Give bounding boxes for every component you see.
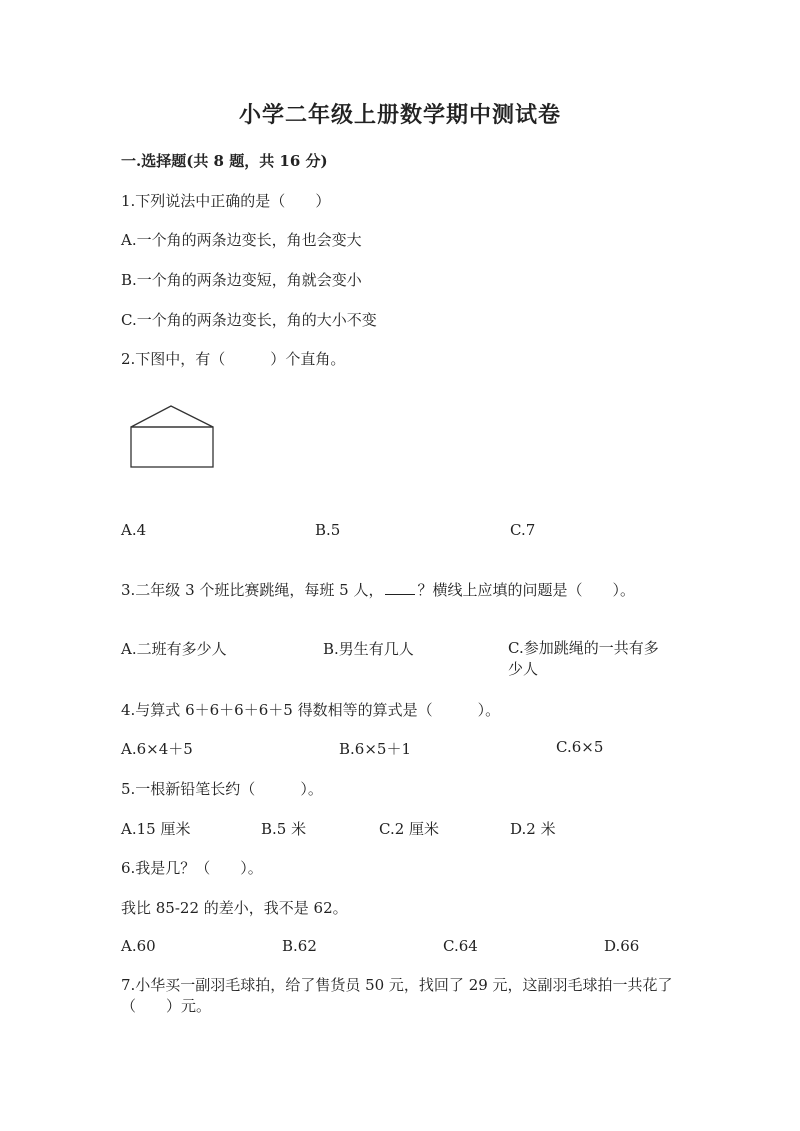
q2-option-a: A.4 bbox=[121, 521, 147, 539]
question-3 bbox=[121, 579, 635, 600]
question-7: 7.小华买一副羽毛球拍，给了售货员 50 元，找回了 29 元，这副羽毛球拍一共花了（ ）元。 bbox=[121, 976, 673, 1015]
section-heading: 一.选择题(共 8 题，共 16 分) bbox=[121, 152, 328, 170]
q5-option-d: D.2 米 bbox=[510, 820, 556, 838]
q2-option-c: C.7 bbox=[510, 521, 536, 539]
question-1: 1.下列说法中正确的是（ ） bbox=[121, 192, 331, 210]
question-6: 6.我是几？（ ）。 bbox=[121, 859, 263, 877]
question-4: 4.与算式 6＋6＋6＋6＋5 得数相等的算式是（ ）。 bbox=[121, 701, 501, 719]
q6-clue: 我比 85-22 的差小，我不是 62。 bbox=[121, 899, 348, 917]
q1-option-a: A.一个角的两条边变长，角也会变大 bbox=[121, 231, 362, 249]
q4-option-a: A.6×4＋5 bbox=[121, 740, 193, 758]
q3-stem-end: ？横线上应填的问题是（ ）。 bbox=[417, 581, 635, 599]
q3-option-c: C.参加跳绳的一共有多少人 bbox=[508, 639, 659, 678]
q1-option-b: B.一个角的两条边变短，角就会变小 bbox=[121, 271, 362, 289]
q1-option-c: C.一个角的两条边变长，角的大小不变 bbox=[121, 311, 377, 329]
triangle-roof bbox=[131, 406, 213, 427]
house-shape-figure bbox=[125, 400, 220, 472]
q5-option-c: C.2 厘米 bbox=[379, 820, 440, 838]
q3-option-b: B.男生有几人 bbox=[323, 640, 414, 658]
fill-in-blank bbox=[385, 594, 415, 595]
q4-option-b: B.6×5＋1 bbox=[339, 740, 411, 758]
q6-option-a: A.60 bbox=[121, 937, 156, 955]
question-2: 2.下图中，有（ ）个直角。 bbox=[121, 350, 346, 368]
q6-option-d: D.66 bbox=[604, 937, 640, 955]
q5-option-b: B.5 米 bbox=[261, 820, 307, 838]
q4-option-c: C.6×5 bbox=[556, 738, 604, 756]
rectangle-body bbox=[131, 427, 213, 467]
q2-option-b: B.5 bbox=[315, 521, 341, 539]
page-title: 小学二年级上册数学期中测试卷 bbox=[238, 102, 561, 128]
q3-stem-start: 3.二年级 3 个班比赛跳绳，每班 5 人， bbox=[121, 581, 384, 599]
q6-option-c: C.64 bbox=[443, 937, 478, 955]
q3-option-a: A.二班有多少人 bbox=[121, 640, 227, 658]
question-5: 5.一根新铅笔长约（ ）。 bbox=[121, 780, 323, 798]
q6-option-b: B.62 bbox=[282, 937, 317, 955]
q5-option-a: A.15 厘米 bbox=[121, 820, 191, 838]
